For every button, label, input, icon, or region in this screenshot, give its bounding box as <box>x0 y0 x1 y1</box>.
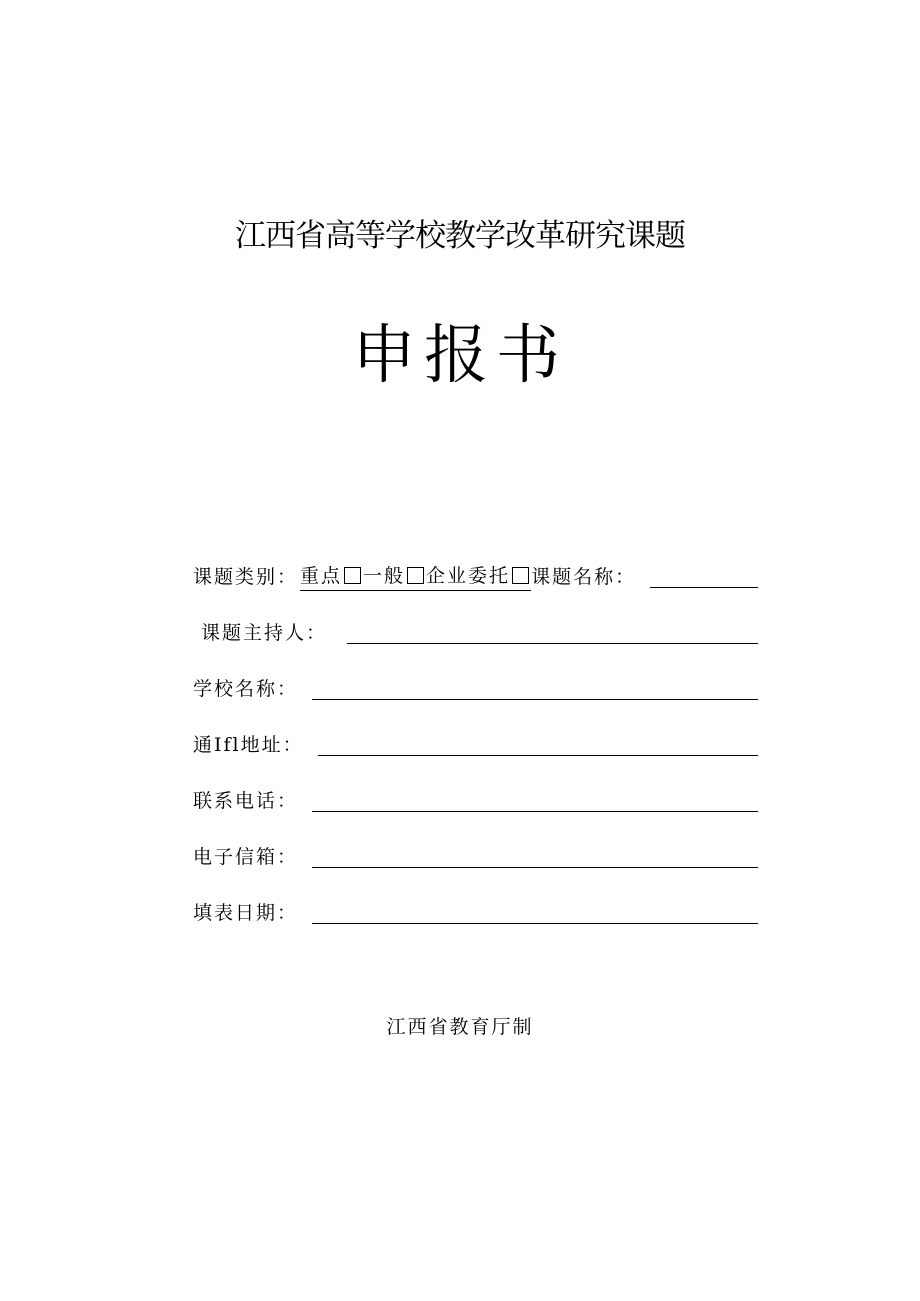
address-row <box>193 725 758 759</box>
category-option-enterprise-checkbox[interactable] <box>512 567 529 584</box>
category-options <box>300 562 531 591</box>
issuer-footer: 江西省教育厅制 <box>386 1016 534 1038</box>
phone-row <box>193 781 758 815</box>
page-title: 江西省高等学校教学改革研究课题 <box>235 218 685 254</box>
email-row <box>193 837 758 871</box>
category-option-general <box>363 562 426 590</box>
category-option-key-label: 重点 <box>300 565 343 587</box>
category-option-general-checkbox[interactable] <box>407 567 424 584</box>
email-label: 电子信箱： <box>193 846 299 868</box>
date-field[interactable] <box>312 899 758 924</box>
topic-name-field[interactable] <box>650 563 758 588</box>
date-label: 填表日期： <box>193 902 299 924</box>
school-row <box>193 669 758 703</box>
category-option-key-checkbox[interactable] <box>344 567 361 584</box>
address-field[interactable] <box>318 731 758 756</box>
category-option-enterprise-label: 企业委托 <box>426 565 511 587</box>
host-field[interactable] <box>347 619 758 644</box>
category-option-key <box>300 562 363 590</box>
category-option-general-label: 一般 <box>363 565 406 587</box>
category-option-enterprise <box>426 562 531 590</box>
phone-field[interactable] <box>312 787 758 812</box>
host-label: 课题主持人： <box>201 622 328 644</box>
topic-name-label: 课题名称： <box>531 566 637 588</box>
category-row <box>193 557 758 591</box>
phone-label: 联系电话： <box>193 790 299 812</box>
host-row <box>201 613 758 647</box>
document-heading: 申报书 <box>352 319 568 393</box>
date-row <box>193 893 758 927</box>
email-field[interactable] <box>312 843 758 868</box>
school-label: 学校名称： <box>193 678 299 700</box>
school-field[interactable] <box>312 675 758 700</box>
address-label: 通Ifl地址： <box>193 734 304 756</box>
category-label: 课题类别： <box>193 566 299 588</box>
